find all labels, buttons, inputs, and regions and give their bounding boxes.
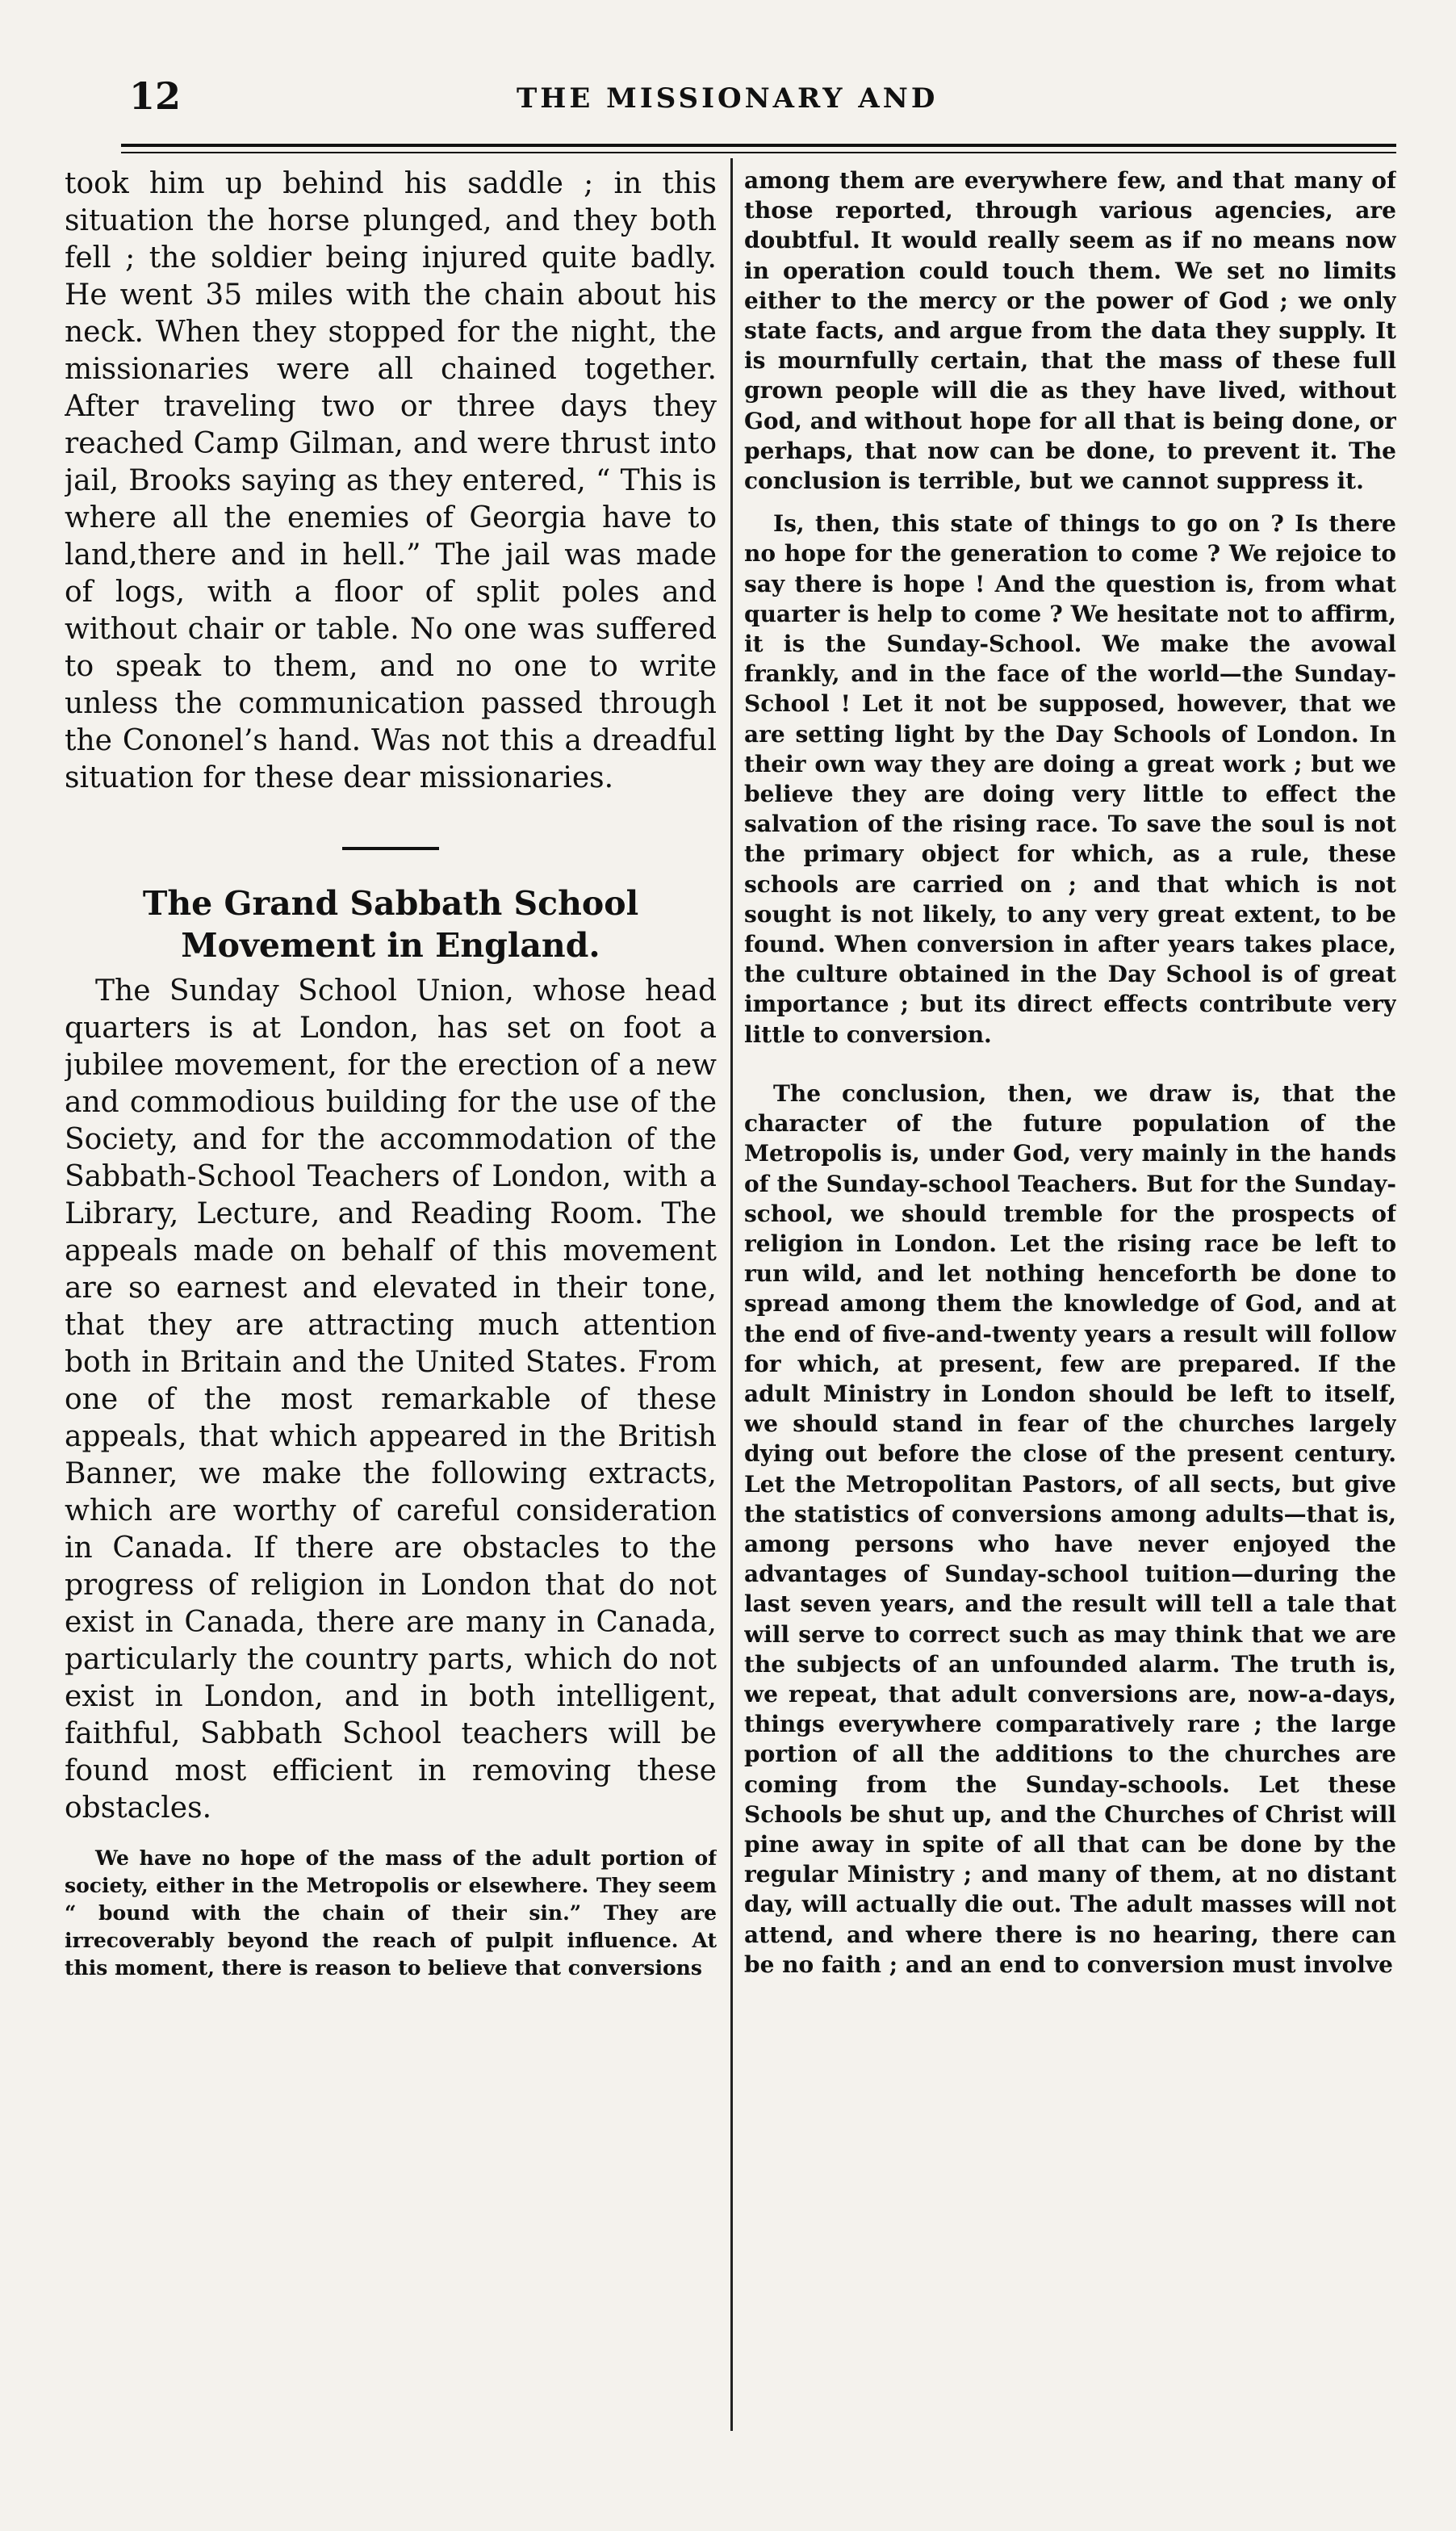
- right-paragraph-3: The conclusion, then, we draw is, that the character of the future population of the Metropolis is, under God, very mainly in the hands of the Sunday-school Teachers. But for the Sunday-school, we should tremble for the prospects of religion in London. Let the rising race be left to run wild, and let nothing henceforth be done to spread among them the knowledge of God, and at the end of five-and-twenty years a result will follow for which, at present, few are prepared. If the adult Ministry in London should be left to itself, we should stand in fear of the churches largely dying out before the close of the present century. Let the Metropolitan Pastors, of all sects, but give the statistics of conversions among adults—that is, among persons who have never enjoyed the advantages of Sunday-school tuition—during the last seven years, and the result will tell a tale that will serve to correct such as may think that we are the subjects of an unfounded alarm. The truth is, we repeat, that adult conversions are, now-a-days, things everywhere comparatively rare ; the large portion of all the additions to the churches are coming from the Sunday-schools. Let these Schools be shut up, and the Churches of Christ will pine away in spite of all that can be done by the regular Ministry ; and many of them, at no distant day, will actually die out. The adult masses will not attend, and where there is no hearing, there can be no faith ; and an end to conversion must involve: [744, 1079, 1396, 1978]
- section-paragraph: The Sunday School Union, whose head quarters is at London, has set on foot a jubilee movement, for the erection of a new and commodious building for the use of the Society, and for the accommodation of the Sabbath-School Teachers of London, with a Library, Lecture, and Reading Room. The appeals made on behalf of this movement are so earnest and elevated in their tone, that they are attracting much attention both in Britain and the United States. From one of the most remarkable of these appeals, that which appeared in the British Banner, we make the following extracts, which are worthy of careful consideration in Canada. If there are obstacles to the progress of religion in London that do not exist in Canada, there are many in Canada, particularly the country parts, which do not exist in London, and in both intelligent, faithful, Sabbath School teachers will be found most efficient in removing these obstacles.: [65, 974, 717, 1825]
- header-rule-thick: [121, 144, 1396, 147]
- header-rule-thin: [121, 152, 1396, 153]
- page-number: 12: [129, 74, 182, 118]
- column-divider: [730, 158, 733, 2431]
- right-paragraph-1: among them are everywhere few, and that many of those reported, through various agencies, are doubtful. It would really seem as if no means now in operation could touch them. We set no limits either to the mercy or the power of God ; we only state facts, and argue from the data they supply. It is mournfully certain, that the mass of these full grown people will die as they have lived, without God, and without hope for all that is being done, or perhaps, that now can be done, to prevent it. The conclusion is terrible, but we cannot suppress it.: [744, 167, 1396, 495]
- opening-paragraph: took him up behind his saddle ; in this situation the horse plunged, and they both fell ; the soldier being injured quite badly. He went 35 miles with the chain about his neck. When they stopped for the night, the missionaries were all chained together. After traveling two or three days they reached Camp Gilman, and were thrust into jail, Brooks saying as they entered, “ This is where all the enemies of Georgia have to land,there and in hell.” The jail was made of logs, with a floor of split poles and without chair or table. No one was suffered to speak to them, and no one to write unless the communication passed through the Cononel’s hand. Was not this a dreadful situation for these dear missionaries.: [65, 167, 717, 794]
- section-divider: [342, 847, 439, 850]
- running-title: THE MISSIONARY AND: [517, 82, 939, 115]
- right-paragraph-2: Is, then, this state of things to go on ? Is there no hope for the generation to come ? We rejoice to say there is hope ! And the question is, from what quarter is help to come ? We hesitate not to affirm, it is the Sunday-School. We make the avowal frankly, and in the face of the world—the Sunday-School ! Let it not be supposed, however, that we are setting light by the Day Schools of London. In their own way they are doing a great work ; but we believe they are doing very little to effect the salvation of the rising race. To save the soul is not the primary object for which, as a rule, these schools are carried on ; and that which is not sought is not likely, to any very great extent, to be found. When conversion in after years takes place, the culture obtained in the Day School is of great importance ; but its direct effects contribute very little to conversion.: [744, 510, 1396, 1048]
- extract-paragraph: We have no hope of the mass of the adult portion of society, either in the Metropolis or elsewhere. They seem “ bound with the chain of their sin.” They are irrecoverably beyond the reach of pulpit influence. At this moment, there is reason to believe that conversions: [65, 1846, 717, 1980]
- left-column: [65, 166, 717, 2430]
- section-title: The Grand Sabbath School Movement in England.: [142, 884, 639, 965]
- right-column: [744, 166, 1396, 2430]
